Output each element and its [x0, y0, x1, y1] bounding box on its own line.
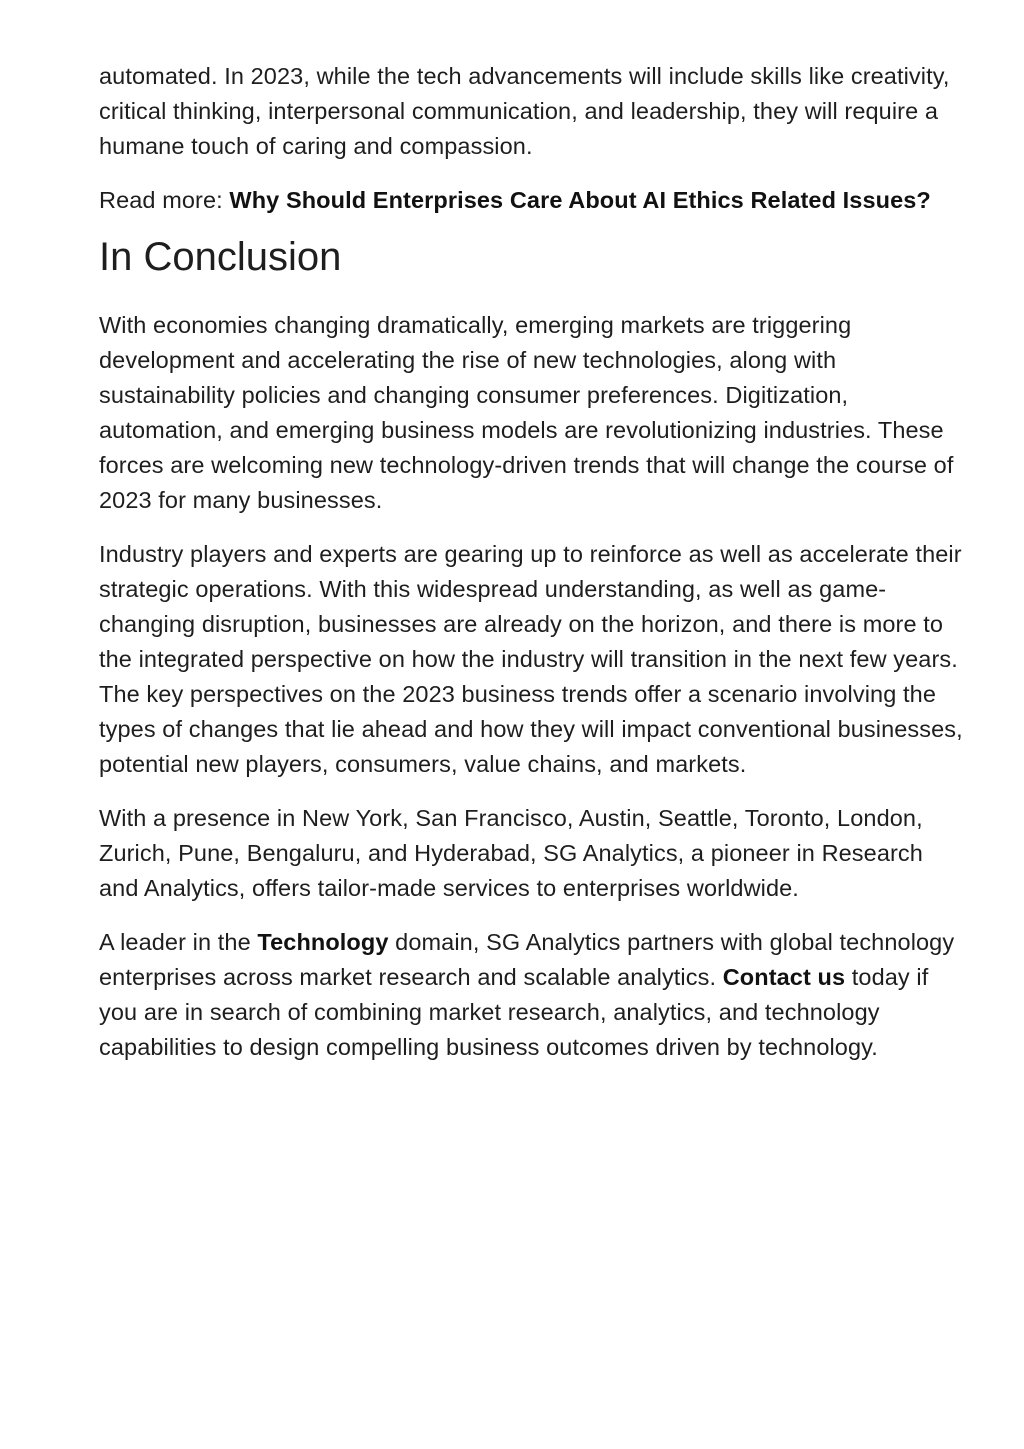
paragraph-4-part-1: A leader in the [99, 929, 258, 955]
paragraph-4-part-2: domain, SG Analytics partners with global technology enterprises across market research and scalable analytics. [99, 929, 955, 990]
read-more-link[interactable]: Why Should Enterprises Care About AI Ethics Related Issues? [229, 187, 931, 213]
read-more-prefix: Read more: [99, 187, 230, 213]
conclusion-paragraph-2: Industry players and experts are gearing up to reinforce as well as accelerate their strategic operations. With this widespread understanding, as well as game-changing disruption, businesses are already on the horizon, and there is more to the integrated perspective on how the industry will transition in the next few years. The key perspectives on the 2023 business trends offer a scenario involving the types of changes that lie ahead and how they will impact conventional businesses, potential new players, consumers, value chains, and markets. [99, 541, 963, 777]
contact-us-link[interactable]: Contact us [722, 964, 846, 990]
intro-paragraph: automated. In 2023, while the tech advancements will include skills like creativity, critical thinking, interpersonal communication, and leadership, they will require a humane touch of caring and compassion. [99, 63, 950, 159]
document-page [99, 59, 969, 1084]
conclusion-heading: In Conclusion [99, 235, 342, 279]
read-more-line [99, 183, 969, 218]
conclusion-paragraph-4 [99, 925, 969, 1065]
paragraph-4-part-3: today if you are in search of combining market research, analytics, and technology capabilities to design compelling business outcomes driven by technology. [99, 964, 929, 1060]
technology-link[interactable]: Technology [257, 929, 389, 955]
conclusion-paragraph-3: With a presence in New York, San Francisco, Austin, Seattle, Toronto, London, Zurich, Pune, Bengaluru, and Hyderabad, SG Analytics, a pioneer in Research and Analytics, offers tailor-made services to enterprises worldwide. [99, 805, 923, 901]
conclusion-paragraph-1: With economies changing dramatically, emerging markets are triggering development and accelerating the rise of new technologies, along with sustainability policies and changing consumer preferences. Digitization, automation, and emerging business models are revolutionizing industries. These forces are welcoming new technology-driven trends that will change the course of 2023 for many businesses. [99, 312, 954, 513]
